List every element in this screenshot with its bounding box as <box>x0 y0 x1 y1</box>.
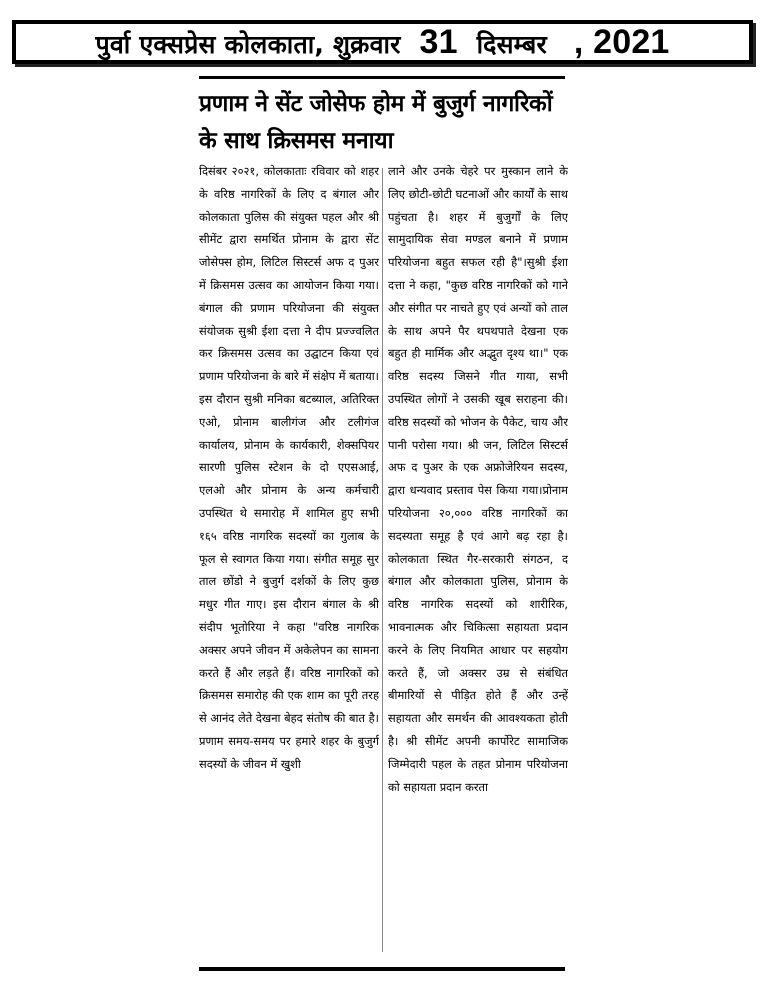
top-divider-rule <box>199 76 565 79</box>
masthead-year: , 2021 <box>573 22 670 61</box>
column-divider <box>382 168 383 952</box>
headline-line-2: के साथ क्रिसमस मनाया <box>199 128 394 154</box>
masthead-text <box>95 23 669 62</box>
headline-line-1: प्रणाम ने सेंट जोसेफ होम में बुजुर्ग नागरिकों <box>199 91 553 117</box>
article-column-right: लाने और उनके चेहरे पर मुस्कान लाने के लिए छोटी-छोटी घटनाओं और कार्यों के साथ पहुंचता है। शहर में बुजुर्गों के लिए सामुदायिक सेवा मण्डल बनाने में प्रणाम परियोजना बहुत सफल रही है"।सुश्री ईशा दत्ता ने कहा, "कुछ वरिष्ठ नागरिकों को गाने और संगीत पर नाचते हुए एवं अन्यों को ताल के साथ अपने पैर थपथपाते देखना एक बहुत ही मार्मिक और अद्भुत दृश्य था।" एक वरिष्ठ सदस्य जिसने गीत गाया, सभी उपस्थित लोगों ने उसकी खूब सराहना की।वरिष्ठ सदस्यों को भोजन के पैकेट, चाय और पानी परोसा गया। श्री जन, लिटिल सिस्टर्स अफ द पुअर के एक अफ्रोजेरियन सदस्य, द्वारा धन्यवाद प्रस्ताव पेस किया गया।प्रोनाम परियोजना २०,००० वरिष्ठ नागरिकों का सदस्यता समूह है एवं आगे बढ़ रहा है। कोलकाता स्थित गैर-सरकारी संगठन, द बंगाल और कोलकाता पुलिस, प्रोनाम के वरिष्ठ नागरिक सदस्यों को शारीरिक, भावनात्मक और चिकित्सा सहायता प्रदान करने के लिए नियमित आधार पर सहयोग करते हैं, जो अक्सर उम्र से संबंधित बीमारियों से पीड़ित होते हैं और उन्हें सहायता और समर्थन की आवश्यकता होती है। श्री सीमेंट अपनी कार्पोरेट सामाजिक जिम्मेदारी पहल के तहत प्रोनाम परियोजना को सहायता प्रदान करता <box>388 164 568 794</box>
masthead-day: 31 <box>419 22 458 61</box>
masthead-title: पुर्वा एक्सप्रेस कोलकाता, शुक्रवार <box>95 29 401 59</box>
newspaper-masthead <box>12 20 753 64</box>
article-column-left: दिसंबर २०२१, कोलकाताः रविवार को शहर के वरिष्ठ नागरिकों के लिए द बंगाल और कोलकाता पुलिस की संयुक्त पहल और श्री सीमेंट द्वारा समर्थित प्रोनाम के द्वारा सेंट जोसेफ्स होम, लिटिल सिस्टर्स अफ द पुअर में क्रिसमस उत्सव का आयोजन किया गया। बंगाल की प्रणाम परियोजना की संयुक्त संयोजक सुश्री ईशा दत्ता ने दीप प्रज्ज्वलित कर क्रिसमस उत्सव का उद्घाटन किया एवं प्रणाम परियोजना के बारे में संक्षेप में बताया। इस दौरान सुश्री मनिका बटब्याल, अतिरिक्त एओ, प्रोनाम बालीगंज और टलीगंज कार्यालय, प्रोनाम के कार्यकारी, शेक्सपियर सारणी पुलिस स्टेशन के दो एएसआई, एलओ और प्रोनाम के अन्य कर्मचारी उपस्थित थे समारोह में शामिल हुए सभी १६५ वरिष्ठ नागरिक सदस्यों का गुलाब के फूल से स्वागत किया गया। संगीत समूह सुर ताल छोंडो ने बुजुर्ग दर्शकों के लिए कुछ मधुर गीत गाए। इस दौरान बंगाल के श्री संदीप भूतोरिया ने कहा "वरिष्ठ नागरिक अक्सर अपने जीवन में अकेलेपन का सामना करते हैं और लड़ते हैं। वरिष्ठ नागरिकों को क्रिसमस समारोह की एक शाम का पूरी तरह से आनंद लेते देखना बेहद संतोष की बात है। प्रणाम समय-समय पर हमारे शहर के बुजुर्ग सदस्यों के जीवन में खुशी <box>199 164 379 771</box>
bottom-divider-rule <box>199 967 565 971</box>
article-headline <box>199 86 571 160</box>
masthead-month: दिसम्बर <box>476 29 547 59</box>
